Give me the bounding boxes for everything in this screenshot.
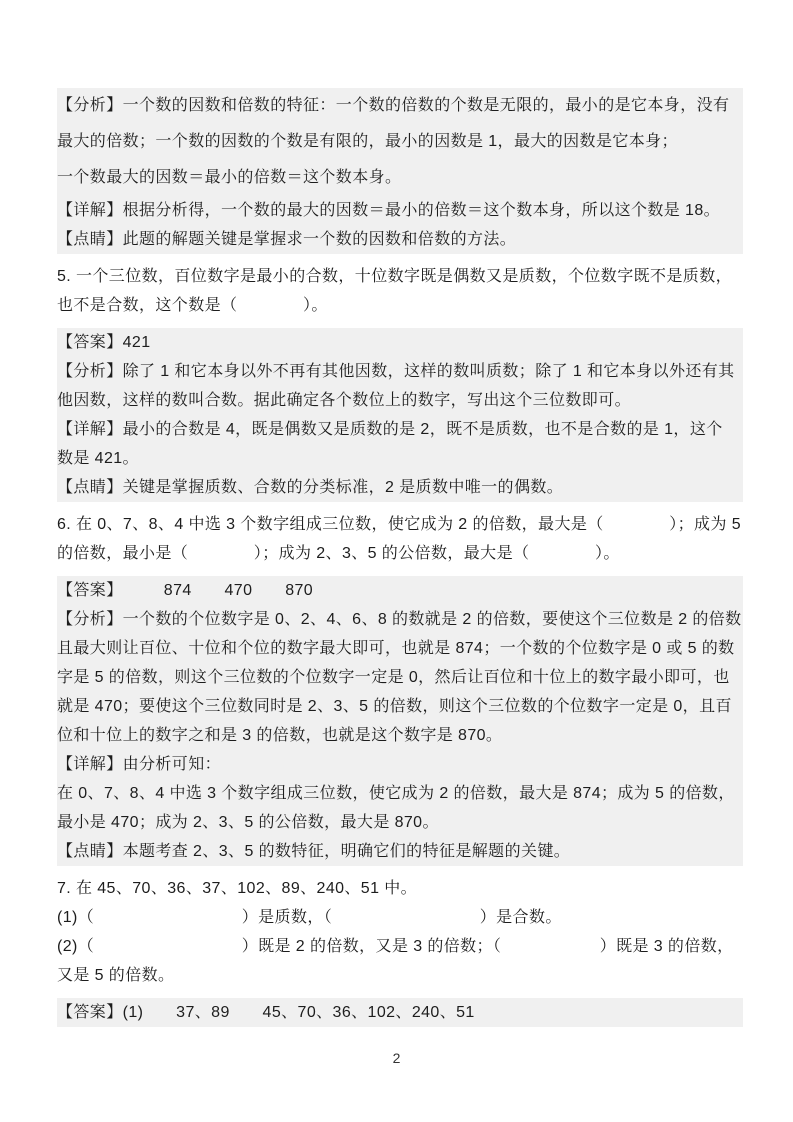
page-number: 2 [392, 1050, 401, 1066]
text-line: 数是 421。 [57, 450, 139, 467]
document-content [57, 88, 743, 1027]
text-line: 一个数最大的因数＝最小的倍数＝这个数本身。 [57, 169, 402, 186]
text-line: 【分析】一个数的因数和倍数的特征：一个数的倍数的个数是无限的，最小的是它本身，没有 [57, 97, 730, 114]
q4-analysis [57, 88, 743, 196]
text-line: 7. 在 45、70、36、37、102、89、240、51 中。 [57, 880, 418, 897]
text-line: 的倍数，最小是（ ）；成为 2、3、5 的公倍数，最大是（ ）。 [57, 545, 620, 562]
text-line: 【详解】根据分析得，一个数的最大的因数＝最小的倍数＝这个数本身，所以这个数是 18。 [57, 202, 721, 219]
text-line: 最小是 470；成为 2、3、5 的公倍数，最大是 870。 [57, 814, 439, 831]
text-line: 在 0、7、8、4 中选 3 个数字组成三位数，使它成为 2 的倍数，最大是 874；成为 5 的倍数， [57, 785, 735, 802]
text-line: 也不是合数，这个数是（ ）。 [57, 297, 328, 314]
text-line: 且最大则让百位、十位和个位的数字最大即可，也就是 874；一个数的个位数字是 0 或 5 的数 [57, 640, 735, 657]
text-line: 又是 5 的倍数。 [57, 967, 175, 984]
question-7 [57, 874, 743, 990]
text-line: 【点睛】关键是掌握质数、合数的分类标准，2 是质数中唯一的偶数。 [57, 479, 564, 496]
text-line: 【点睛】此题的解题关键是掌握求一个数的因数和倍数的方法。 [57, 231, 517, 248]
text-line: 位和十位上的数字之和是 3 的倍数，也就是这个数字是 870。 [57, 727, 503, 744]
text-line: 【分析】一个数的个位数字是 0、2、4、6、8 的数就是 2 的倍数，要使这个三位数是 2 的倍数 [57, 611, 742, 628]
text-line: 就是 470；要使这个三位数同时是 2、3、5 的倍数，则这个三位数的个位数字一定是 0，且百 [57, 698, 732, 715]
q7-answer-line [57, 998, 743, 1027]
text-line: 6. 在 0、7、8、4 中选 3 个数字组成三位数，使它成为 2 的倍数，最大是（ ）；成为 5 [57, 516, 741, 533]
text-line: 【点睛】本题考查 2、3、5 的数特征，明确它们的特征是解题的关键。 [57, 843, 571, 860]
q6-answer-block [57, 576, 743, 866]
text-line: 【答案】(1) 37、89 45、70、36、102、240、51 [57, 1004, 475, 1021]
text-line: (2)（ ）既是 2 的倍数，又是 3 的倍数；（ ）既是 3 的倍数， [57, 938, 734, 955]
question-6 [57, 510, 743, 568]
q4-detail-remark [57, 196, 743, 254]
text-line: 【详解】最小的合数是 4，既是偶数又是质数的是 2，既不是质数，也不是合数的是 1，这个 [57, 421, 723, 438]
text-line: 最大的倍数；一个数的因数的个数是有限的，最小的因数是 1，最大的因数是它本身； [57, 133, 678, 150]
text-line: 5. 一个三位数，百位数字是最小的合数，十位数字既是偶数又是质数，个位数字既不是质数， [57, 268, 732, 285]
text-line: 【分析】除了 1 和它本身以外不再有其他因数，这样的数叫质数；除了 1 和它本身以外还有其 [57, 363, 735, 380]
text-line: 【答案】 874 470 870 [57, 582, 314, 599]
text-line: 【详解】由分析可知： [57, 756, 222, 773]
question-5 [57, 262, 743, 320]
text-line: 【答案】421 [57, 334, 151, 351]
text-line: 字是 5 的倍数，则这个三位数的个位数字一定是 0，然后让百位和十位上的数字最小即可，也 [57, 669, 730, 686]
text-line: 他因数，这样的数叫合数。据此确定各个数位上的数字，写出这个三位数即可。 [57, 392, 632, 409]
text-line: (1)（ ）是质数，（ ）是合数。 [57, 909, 562, 926]
q5-answer-block [57, 328, 743, 502]
